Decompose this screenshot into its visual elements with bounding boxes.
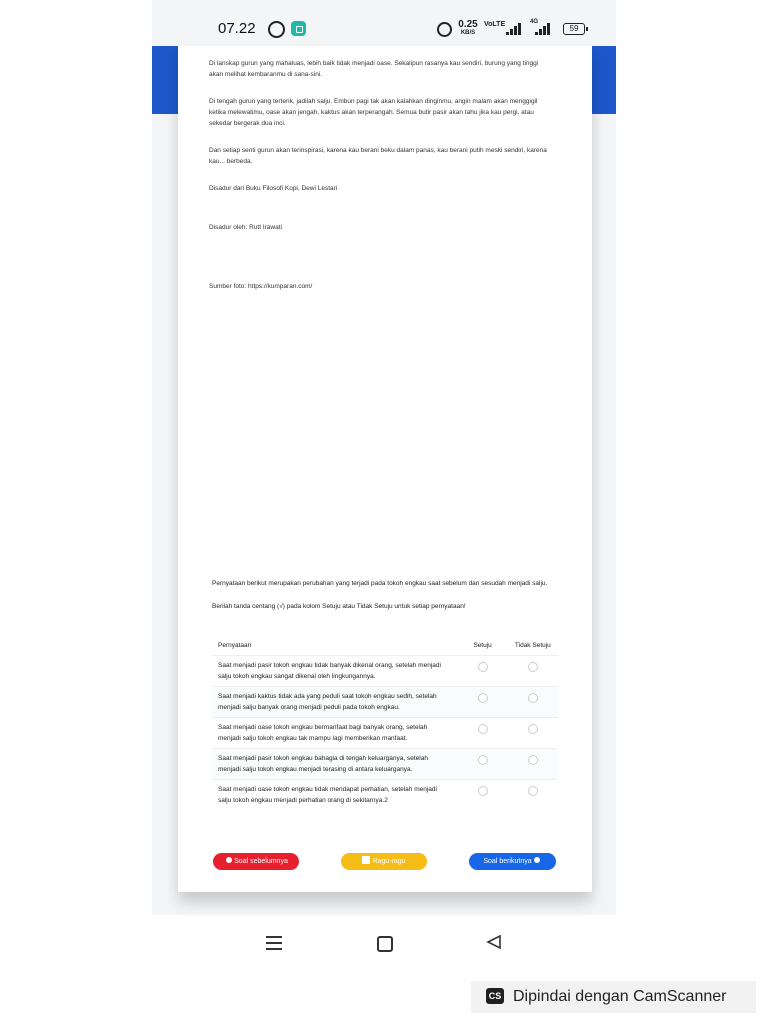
network-type: 4G: [530, 19, 539, 25]
column-header-statement: Pernyataan: [218, 642, 252, 649]
disagree-cell: [508, 656, 558, 687]
volte-label: VoLTE: [484, 21, 506, 28]
header-blue-right: [592, 46, 616, 114]
agree-cell: [457, 718, 507, 749]
next-question-label: Soal berikutnya: [483, 858, 532, 865]
passage-adapter: Disadur oleh: Rutt Irawati: [209, 224, 282, 231]
back-icon[interactable]: [486, 934, 502, 950]
agree-cell: [457, 687, 507, 718]
alarm-icon: [437, 22, 452, 37]
statement-text: Saat menjadi pasir tokoh engkau tidak banyak dikenal orang, setelah menjadi salju tokoh engkau sangat dikenal oleh lingkungannya.: [212, 656, 457, 687]
network-speed: [456, 20, 480, 37]
checkbox-icon: [362, 856, 370, 864]
table-row: [212, 687, 558, 718]
table-row: [212, 780, 558, 811]
status-bar: [200, 14, 592, 44]
passage-paragraph: Di lanskap gurun yang mahaluas, lebih baik tidak menjadi oase. Sekalipun rasanya kau sendiri, burung yang tinggi akan melihat kembaranmu di sana-sini.: [209, 60, 539, 78]
next-question-button[interactable]: [469, 853, 556, 870]
previous-question-label: Soal sebelumnya: [234, 858, 288, 865]
statement-table: [212, 636, 558, 810]
reading-passage: [209, 58, 554, 308]
chevron-right-icon: [534, 857, 540, 863]
statement-text: Saat menjadi kaktus tidak ada yang peduli saat tokoh engkau sedih, setelah menjadi salju banyak orang menjadi peduli pada tokoh engkau.: [212, 687, 457, 718]
statement-text: Saat menjadi oase tokoh engkau tidak mendapat perhatian, setelah menjadi salju tokoh engkau menjadi perhatian orang di sekitarnya.2: [212, 780, 457, 811]
question-intro: Pernyataan berikut merupakan perubahan yang terjadi pada tokoh engkau saat sebelum dan sesudah menjadi salju.: [212, 580, 548, 587]
passage-paragraph: Di tengah gurun yang terterik, jadilah salju. Embun pagi tak akan kalahkan dinginmu, angin malam akan menggigil ketika melewatimu, oase akan jengah, kaktus akan terperangah. Semua butir pasir akan tahu jika kau pergi, atau sekedar bergerak dua inci.: [209, 98, 538, 127]
previous-question-button[interactable]: [213, 853, 299, 870]
camscanner-text: Dipindai dengan CamScanner: [513, 988, 727, 1005]
agree-radio[interactable]: [478, 662, 488, 672]
passage-paragraph: Dan setiap senti gurun akan terinspirasi, karena kau berani beku dalam panas, kau berani putih meski sendiri, karena kau... berbeda.: [209, 147, 547, 165]
network-speed-unit: KB/S: [460, 30, 476, 36]
clock: 07.22: [218, 20, 256, 37]
table-row: [212, 749, 558, 780]
passage-source: Disadur dari Buku Filosofi Kopi, Dewi Lestari: [209, 185, 338, 192]
column-header-disagree: Tidak Setuju: [514, 642, 551, 649]
disagree-radio[interactable]: [528, 786, 538, 796]
disagree-radio[interactable]: [528, 662, 538, 672]
doubt-label: Ragu-ragu: [372, 858, 406, 865]
agree-radio[interactable]: [478, 755, 488, 765]
statement-text: Saat menjadi pasir tokoh engkau bahagia di tengah keluarganya, setelah menjadi salju tokoh engkau menjadi terasing di antara keluarganya.: [212, 749, 457, 780]
signal-4g-icon: [532, 23, 550, 35]
agree-radio[interactable]: [478, 724, 488, 734]
column-header-agree: Setuju: [473, 642, 492, 649]
table-row: [212, 718, 558, 749]
disagree-radio[interactable]: [528, 755, 538, 765]
agree-cell: [457, 656, 507, 687]
disagree-cell: [508, 749, 558, 780]
agree-radio[interactable]: [478, 693, 488, 703]
disagree-cell: [508, 718, 558, 749]
disagree-radio[interactable]: [528, 724, 538, 734]
table-header-row: [212, 636, 558, 656]
disagree-cell: [508, 780, 558, 811]
question-block: [212, 578, 556, 624]
android-nav-bar: [152, 915, 616, 970]
home-icon[interactable]: [377, 936, 393, 952]
battery-icon: 59: [563, 23, 585, 35]
disagree-cell: [508, 687, 558, 718]
header-blue-left: [152, 46, 178, 114]
app-notification-icon: [291, 21, 306, 36]
camscanner-logo: CS: [486, 988, 504, 1004]
chevron-left-icon: [226, 857, 232, 863]
agree-radio[interactable]: [478, 786, 488, 796]
recent-apps-icon[interactable]: [266, 936, 282, 950]
network-speed-value: 0.25: [458, 19, 478, 30]
agree-cell: [457, 780, 507, 811]
doubt-button[interactable]: [341, 853, 427, 870]
camscanner-watermark: [471, 981, 756, 1013]
whatsapp-icon: [268, 21, 285, 38]
agree-cell: [457, 749, 507, 780]
photo-source: Sumber foto: https://kumparan.com/: [209, 283, 313, 290]
disagree-radio[interactable]: [528, 693, 538, 703]
signal-icon: [506, 23, 522, 35]
statement-text: Saat menjadi oase tokoh engkau bermanfaat bagi banyak orang, setelah menjadi salju tokoh engkau tak mampu lagi memberikan manfaat.: [212, 718, 457, 749]
table-row: [212, 656, 558, 687]
question-instruction: Berilah tanda centang (√) pada kolom Setuju atau Tidak Setuju untuk setiap pernyataan!: [212, 603, 466, 610]
